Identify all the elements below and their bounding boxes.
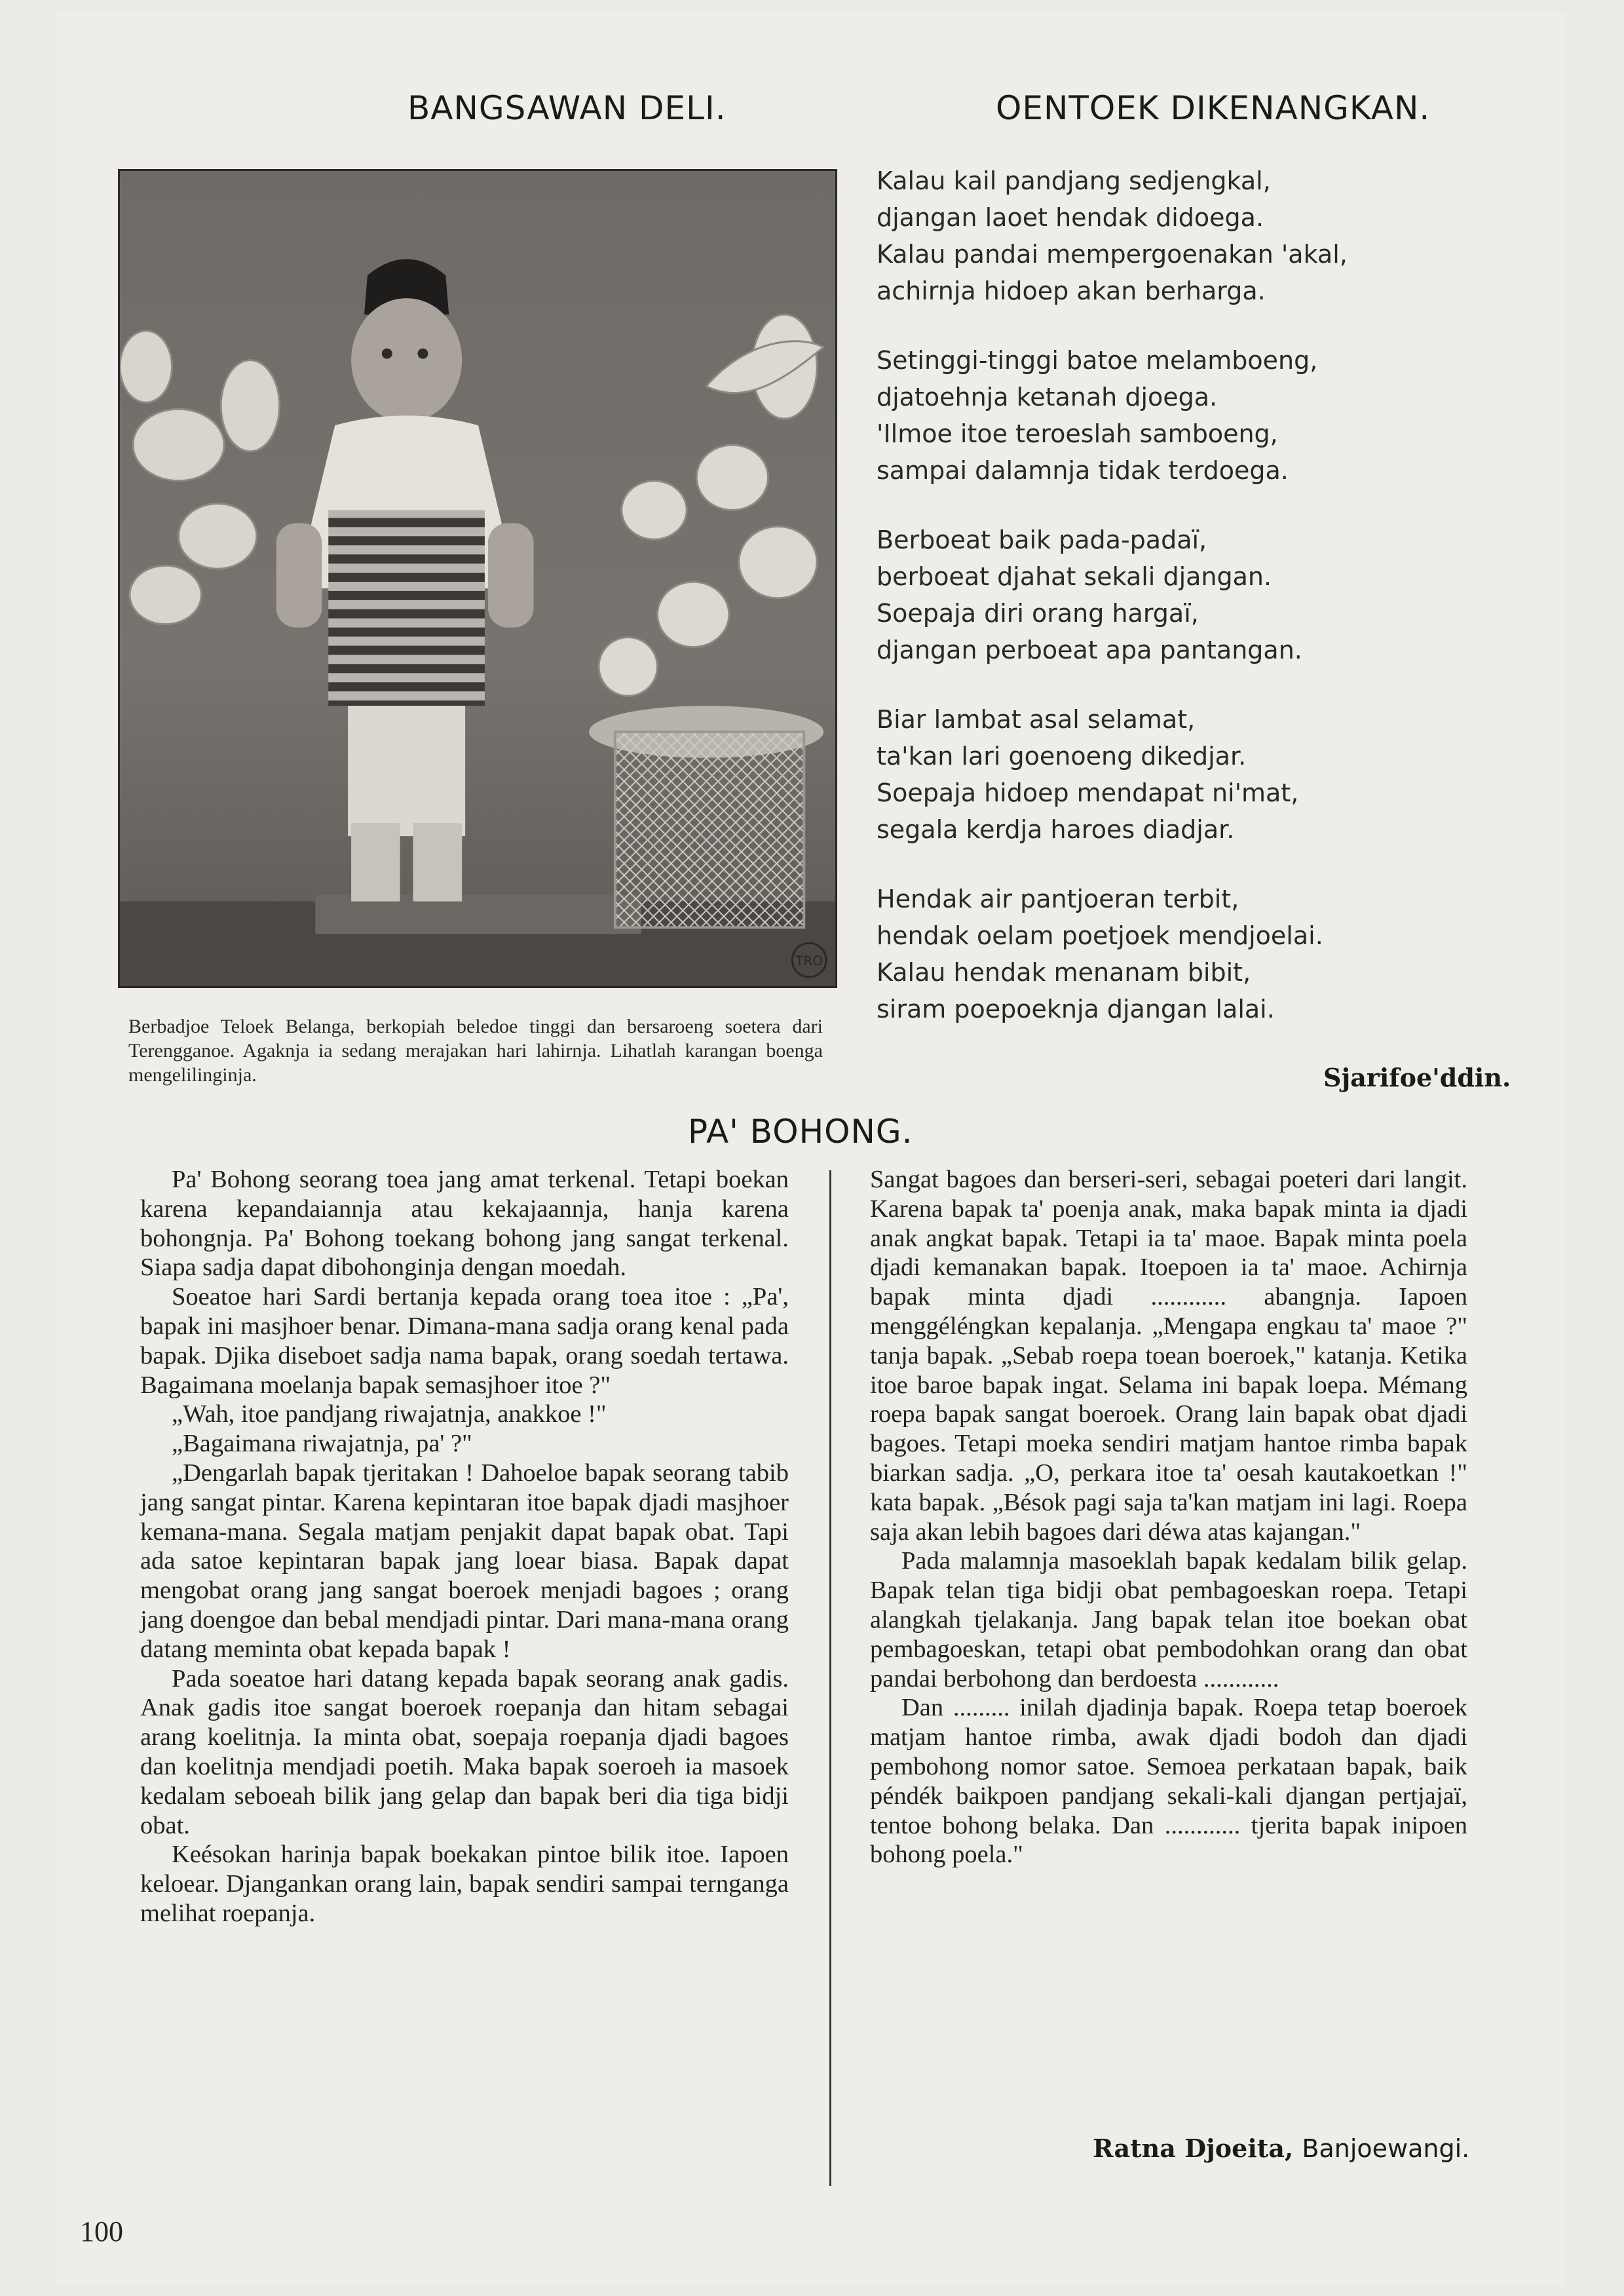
poem-line: Soepaja diri orang hargaï, [877,599,1199,628]
child-photo [118,169,837,988]
photo-illustration [120,171,835,986]
column-divider [829,1170,831,2186]
poem-stanza [877,163,1466,309]
poem-signature: Sjarifoe'ddin. [1323,1063,1511,1092]
poem-line: djangan laoet hendak didoega. [877,203,1264,232]
story-paragraph: „Dengarlah bapak tjeritakan ! Dahoeloe bapak seorang tabib jang sangat pintar. Karena kepintaran itoe bapak djadi masjhoer kemana-mana. Segala matjam penjakit dapat bapak obat. Tapi ada satoe kepintaran bapak jang loear biasa. Bapak dapat mengobat orang jang sangat boeroek menjadi bagoes ; orang jang doengoe dan bebal mendjadi pintar. Dari mana-mana orang datang meminta obat kepada bapak ! [140,1459,789,1663]
story-right-column [870,1165,1467,1869]
story-paragraph: „Bagaimana riwajatnja, pa' ?" [172,1430,472,1458]
poem-stanza [877,522,1466,668]
poem-stanza [877,701,1466,848]
author-name: Ratna Djoeita, [1093,2133,1294,2163]
story-paragraph: Pa' Bohong seorang toea jang amat terkenal. Tetapi boekan karena kepandaiannja atau kekajaannja, hanja karena bohongnja. Pa' Bohong toekang bohong jang sangat terkenal. Siapa sadja dapat dibohonginja dengan moedah. [140,1166,789,1282]
poem-line: achirnja hidoep akan berharga. [877,277,1266,305]
poem-line: segala kerdja haroes diadjar. [877,815,1235,844]
story-author [1093,2133,1469,2163]
poem-line: berboeat djahat sekali djangan. [877,562,1272,591]
story-paragraph: Pada soeatoe hari datang kepada bapak seorang anak gadis. Anak gadis itoe sangat boeroek roepanja dan hitam sebagai arang koelitnja. Ia minta obat, soepaja roepanja djadi bagoes dan koelitnja mendjadi poetih. Maka bapak soeroeh ia masoek kedalam seboeah bilik jang gelap dan bapak beri dia tiga bidji obat. [140,1664,789,1839]
poem [877,163,1466,1060]
svg-text:TRO: TRO [795,953,823,969]
basket [589,706,823,927]
poem-line: siram poepoeknja djangan lalai. [877,995,1275,1024]
poem-line: 'Ilmoe itoe teroeslah samboeng, [877,419,1278,448]
poem-line: Kalau hendak menanam bibit, [877,958,1251,987]
right-heading: OENTOEK DIKENANGKAN. [996,89,1431,127]
poem-line: ta'kan lari goenoeng dikedjar. [877,742,1247,771]
poem-stanza [877,342,1466,489]
poem-line: Biar lambat asal selamat, [877,705,1196,734]
poem-line: Berboeat baik pada-padaï, [877,526,1207,554]
poem-line: Hendak air pantjoeran terbit, [877,885,1239,913]
left-heading: BANGSAWAN DELI. [407,89,727,127]
poem-line: djatoehnja ketanah djoega. [877,383,1218,411]
story-paragraph: Keésokan harinja bapak boekakan pintoe bilik itoe. Iapoen keloear. Djangankan orang lain, bapak sendiri sampai ternganga melihat roepanja. [140,1841,789,1927]
story-left-column [140,1165,789,1928]
story-title: PA' BOHONG. [688,1113,913,1151]
poem-line: hendak oelam poetjoek mendjoelai. [877,921,1323,950]
page-number: 100 [80,2215,123,2248]
poem-line: Soepaja hidoep mendapat ni'mat, [877,778,1299,807]
story-paragraph: Soeatoe hari Sardi bertanja kepada orang toea itoe : „Pa', bapak ini masjhoer benar. Dimana-mana sadja orang kenal pada bapak. Djika diseboet sadja nama bapak, orang soedah tertawa. Bagaimana moelanja bapak semasjhoer itoe ?" [140,1283,789,1399]
photo-caption: Berbadjoe Teloek Belanga, berkopiah beledoe tinggi dan bersaroeng soetera dari Terengganoe. Agaknja ia sedang merajakan hari lahirnja. Lihatlah karangan boenga mengelilinginja. [128,1016,823,1086]
poem-line: sampai dalamnja tidak terdoega. [877,456,1289,485]
story-paragraph: „Wah, itoe pandjang riwajatnja, anakkoe !" [172,1400,607,1428]
poem-stanza [877,881,1466,1027]
poem-line: Kalau kail pandjang sedjengkal, [877,166,1271,195]
author-place: Banjoewangi. [1302,2134,1470,2163]
story-paragraph: Pada malamnja masoeklah bapak kedalam bilik gelap. Bapak telan tiga bidji obat pembagoeskan roepa. Tetapi alangkah tjelakanja. Jang bapak telan itoe boekan obat pembagoeskan, tetapi obat pembodohkan orang dan obat pandai berbohong dan berdoesta ............ [870,1547,1467,1693]
story-paragraph: Dan ......... inilah djadinja bapak. Roepa tetap boeroek matjam hantoe rimba, awak djadi bodoh dan djadi pembohong nomor satoe. Semoea perkataan bapak, baik péndék baikpoen pandjang sekali-kali djangan pertjajaï, tentoe bohong belaka. Dan ............ tjerita bapak inipoen bohong poela." [870,1694,1467,1869]
story-paragraph: Sangat bagoes dan berseri-seri, sebagai poeteri dari langit. Karena bapak ta' poenja anak, maka bapak minta ia djadi anak angkat bapak. Tetapi ia ta' maoe. Bapak minta poela djadi kemanakan bapak. Itoepoen ia ta' maoe. Achirnja bapak minta djadi ............ abangnja. Iapoen menggéléngkan kepalanja. „Mengapa engkau ta' maoe ?" tanja bapak. „Sebab roepa toean boeroek," katanja. Ketika itoe baroe bapak ingat. Selama ini bapak loepa. Mémang roepa bapak sangat boeroek. Orang lain bapak obat djadi bagoes. Tetapi moeka sendiri matjam hantoe rimba bapak biarkan sadja. „O, perkara itoe ta' oesah kautakoetkan !" kata bapak. „Bésok pagi saja ta'kan matjam ini lagi. Roepa saja akan lebih bagoes dari déwa atas kajangan." [870,1166,1467,1546]
poem-line: djangan perboeat apa pantangan. [877,636,1302,664]
poem-line: Kalau pandai mempergoenakan 'akal, [877,240,1348,269]
poem-line: Setinggi-tinggi batoe melamboeng, [877,346,1318,375]
